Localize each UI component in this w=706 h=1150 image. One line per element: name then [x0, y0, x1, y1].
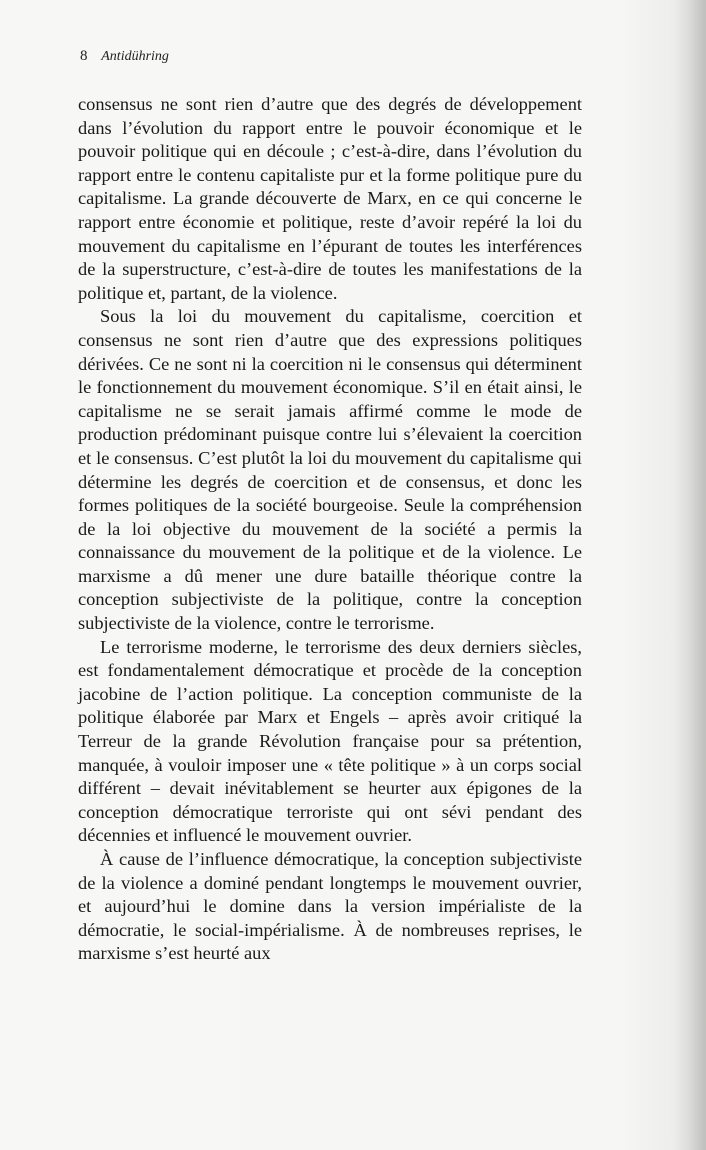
page-edge-shadow — [672, 0, 706, 1150]
body-text — [78, 93, 582, 966]
paragraph: Le terrorisme moderne, le terrorisme des deux derniers siècles, est fondamentalement démocratique et procède de la conception jacobine de l’action politique. La conception communiste de la politique élaborée par Marx et Engels – après avoir critiqué la Terreur de la grande Révolution française pour sa prétention, manquée, à vouloir imposer une « tête politique » à un corps social différent – devait inévitablement se heurter aux épigones de la conception démocratique terroriste qui ont sévi pendant des décennies et influencé le mouvement ouvrier. — [78, 636, 582, 846]
running-header — [80, 46, 169, 67]
page-number: 8 — [80, 48, 88, 64]
paragraph: Sous la loi du mouvement du capitalisme, coercition et consensus ne sont rien d’autre que des expressions politiques dérivées. Ce ne sont ni la coercition ni le consensus qui déterminent le fonctionnement du mouvement économique. S’il en était ainsi, le capitalisme ne se serait jamais affirmé comme le mode de production prédominant puisque contre lui s’élevaient la coercition et le consensus. C’est plutôt la loi du mouvement du capitalisme qui détermine les degrés de coercition et de consensus, et donc les formes politiques de la société bourgeoise. Seule la compréhension de la loi objective du mouvement de la société a permis la connaissance du mouvement de la politique et de la violence. Le marxisme a dû mener une dure bataille théorique contre la conception subjectiviste de la politique, contre la conception subjectiviste de la violence, contre le terrorisme. — [78, 306, 582, 634]
running-title: Antidühring — [101, 49, 169, 64]
paragraph-continuation: consensus ne sont rien d’autre que des degrés de développement dans l’évolution du rapport entre le pouvoir économique et le pouvoir politique qui en découle ; c’est-à-dire, dans l’évolution du rapport entre le contenu capitaliste pur et la forme politique pure du capitalisme. La grande découverte de Marx, en ce qui concerne le rapport entre économie et politique, reste d’avoir repéré la loi du mouvement du capitalisme en l’épurant de toutes les interférences de la superstructure, c’est-à-dire de toutes les manifestations de la politique et, partant, de la violence. — [78, 94, 582, 303]
paragraph: À cause de l’influence démocratique, la conception subjectiviste de la violence a dominé pendant longtemps le mouvement ouvrier, et aujourd’hui le domine dans la version impérialiste de la démocratie, le social-impérialisme. À de nombreuses reprises, le marxisme s’est heurté aux — [78, 849, 582, 964]
